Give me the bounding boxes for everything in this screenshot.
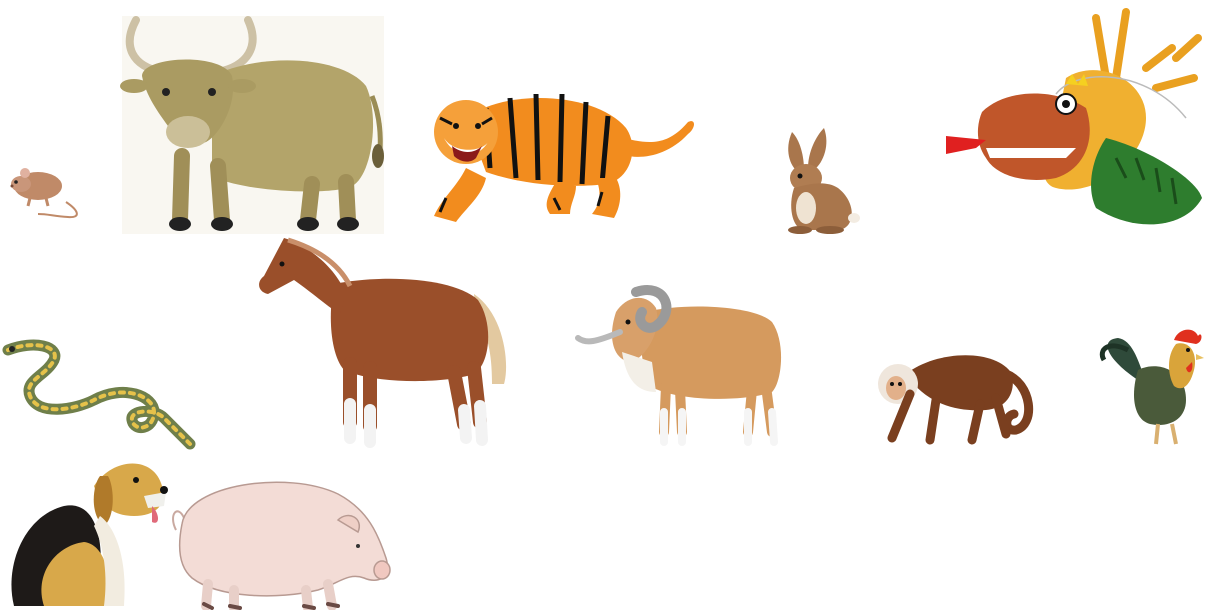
pig-icon bbox=[168, 474, 392, 610]
dog-icon bbox=[4, 446, 170, 610]
ox-icon bbox=[122, 16, 384, 234]
dragon-icon bbox=[946, 8, 1204, 234]
rooster-icon bbox=[1098, 320, 1204, 448]
goat-icon bbox=[576, 282, 786, 450]
horse-icon bbox=[254, 234, 512, 448]
tiger-icon bbox=[426, 88, 696, 230]
rabbit-icon bbox=[778, 126, 860, 234]
rat-icon bbox=[8, 162, 86, 220]
snake-icon bbox=[4, 340, 192, 450]
monkey-icon bbox=[876, 344, 1038, 448]
